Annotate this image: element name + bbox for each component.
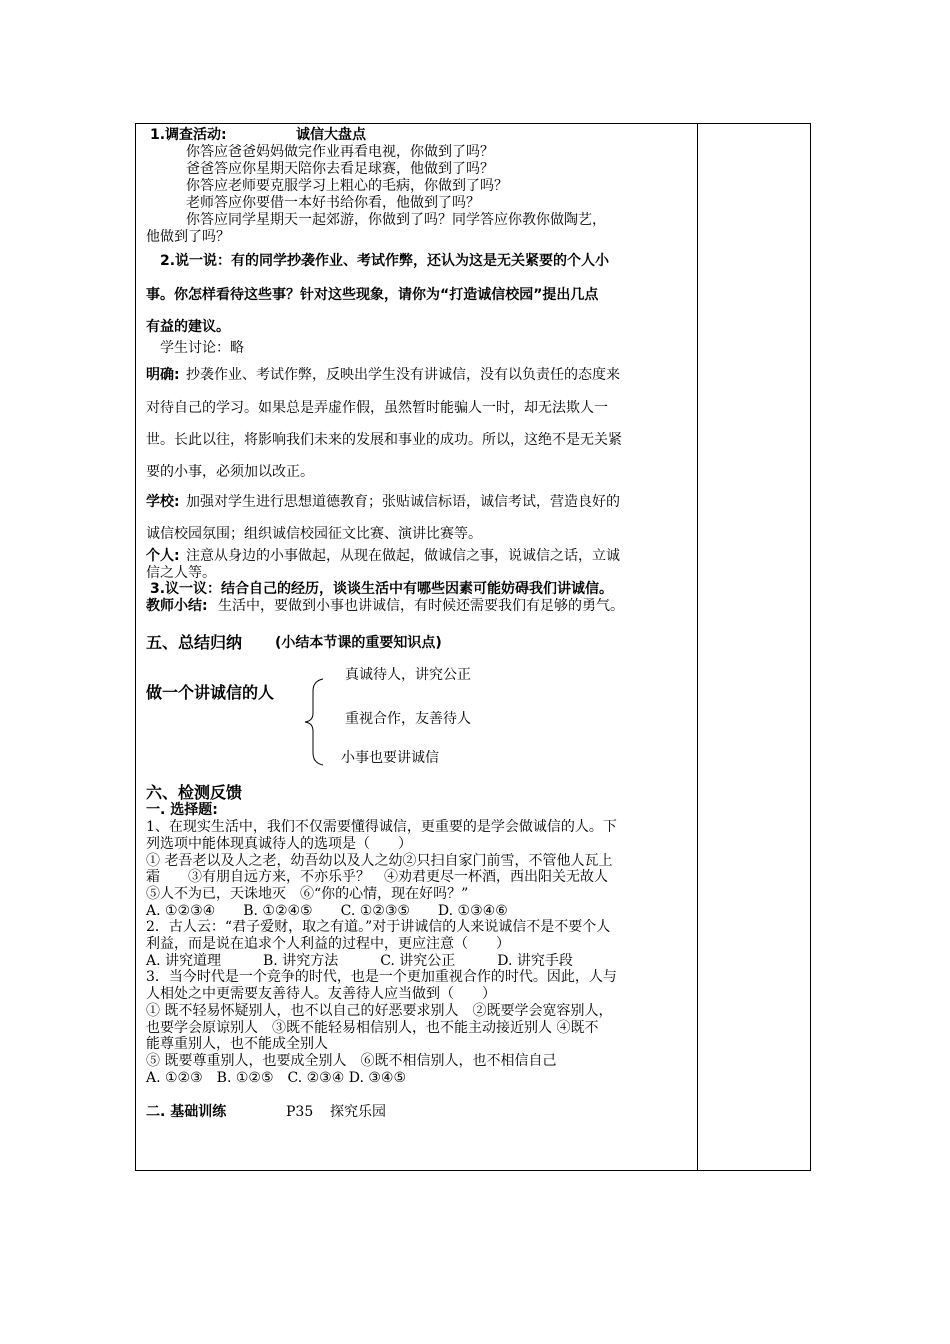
question-line: 你答应爸爸妈妈做完作业再看电视，你做到了吗？ xyxy=(186,144,494,160)
feedback-heading: 六、检测反馈 xyxy=(146,783,243,802)
curly-brace-icon xyxy=(301,677,331,767)
question-1-line: ⑤人不为已，天诛地灭 ⑥“你的心情，现在好吗？” xyxy=(146,886,469,902)
question-2-line: 2．古人云：“君子爱财，取之有道。”对于讲诚信的人来说诚信不是不要个人 xyxy=(146,919,611,935)
question-line: 你答应老师要克服学习上粗心的毛病，你做到了吗？ xyxy=(186,178,508,194)
activity-2-line: 事。你怎样看待这些事？针对这些现象，请你为“打造诚信校园”提出几点 xyxy=(146,287,599,303)
summary-item: 小事也要讲诚信 xyxy=(341,750,439,766)
question-line: 他做到了吗？ xyxy=(146,229,230,245)
question-line: 老师答应你要借一本好书给你看，他做到了吗？ xyxy=(186,195,480,211)
question-line: 你答应同学星期天一起郊游，你做到了吗？同学答应你教你做陶艺， xyxy=(186,212,606,228)
question-1-options: A. ①②③④ B. ①②④⑤ C. ①②③⑤ D. ①③④⑥ xyxy=(146,903,508,919)
activity-1-title: 诚信大盘点 xyxy=(296,127,366,143)
activity-2-line: 有益的建议。 xyxy=(146,319,230,335)
activity-1-label: 1.调查活动: xyxy=(150,127,227,143)
question-1-line: 1、在现实生活中，我们不仅需要懂得诚信，更重要的是学会做诚信的人。下 xyxy=(146,819,617,835)
question-3-options: A. ①②③ B. ①②⑤ C. ②③④ D. ③④⑤ xyxy=(146,1070,406,1086)
school-text: 诚信校园氛围；组织诚信校园征文比赛、演讲比赛等。 xyxy=(146,526,482,542)
question-3-line: 也要学会原谅别人 ③既不能轻易相信别人，也不能主动接近别人 ④既不 xyxy=(146,1020,599,1036)
personal-text: 信之人等。 xyxy=(146,565,216,581)
clarify-label: 明确: xyxy=(146,367,180,383)
part-2-text: 探究乐园 xyxy=(330,1104,386,1120)
question-3-line: 能尊重别人，也不能成全别人 xyxy=(146,1036,328,1052)
school-label: 学校: xyxy=(146,494,180,510)
summary-subheading: (小结本节课的重要知识点) xyxy=(275,635,442,651)
clarify-text: 抄袭作业、考试作弊，反映出学生没有讲诚信，没有以负责任的态度来 xyxy=(186,367,620,383)
question-3-line: ⑤ 既要尊重别人，也要成全别人 ⑥既不相信别人，也不相信自己 xyxy=(146,1053,557,1069)
clarify-text: 世。长此以往，将影响我们未来的发展和事业的成功。所以，这绝不是无关紧 xyxy=(146,432,622,448)
question-1-line: 列选项中能体现真诚待人的选项是（ ） xyxy=(146,836,412,852)
question-3-line: 3．当今时代是一个竞争的时代，也是一个更加重视合作的时代。因此，人与 xyxy=(146,969,617,985)
question-3-line: ① 既不轻易怀疑别人，也不以自己的好恶要求别人 ②既要学会宽容别人， xyxy=(146,1003,613,1019)
question-1-line: ① 老吾老以及人之老，幼吾幼以及人之幼②只扫自家门前雪，不管他人瓦上 xyxy=(146,853,613,869)
question-1-line: 霜 ③有朋自远方来，不亦乐乎？ ④劝君更尽一杯酒，西出阳关无故人 xyxy=(146,869,608,885)
question-2-options: A. 讲究道理 B. 讲究方法 C. 讲究公正 D. 讲究手段 xyxy=(146,953,573,969)
question-line: 爸爸答应你星期天陪你去看足球赛，他做到了吗？ xyxy=(186,161,494,177)
clarify-text: 对待自己的学习。如果总是弄虚作假，虽然暂时能骗人一时，却无法欺人一 xyxy=(146,400,608,416)
question-2-line: 利益，而是说在追求个人利益的过程中，更应注意（ ） xyxy=(146,936,510,952)
teacher-summary-label: 教师小结: xyxy=(146,598,208,614)
discussion-note: 学生讨论：略 xyxy=(160,340,244,356)
question-3-line: 人相处之中更需要友善待人。友善待人应当做到（ ） xyxy=(146,986,496,1002)
summary-center: 做一个讲诚信的人 xyxy=(146,683,275,702)
part-1-heading: 一. 选择题: xyxy=(146,802,218,818)
part-2-heading: 二. 基础训练 xyxy=(146,1104,227,1120)
summary-heading: 五、总结归纳 xyxy=(146,633,243,652)
personal-text: 注意从身边的小事做起，从现在做起，做诚信之事，说诚信之话，立诚 xyxy=(186,548,620,564)
part-2-page: P35 xyxy=(286,1104,314,1120)
personal-label: 个人: xyxy=(146,548,180,564)
teacher-summary-text: 生活中，要做到小事也讲诚信，有时候还需要我们有足够的勇气。 xyxy=(218,598,624,614)
activity-2-line: 2.说一说：有的同学抄袭作业、考试作弊，还认为这是无关紧要的个人小 xyxy=(160,253,610,269)
clarify-text: 要的小事，必须加以改正。 xyxy=(146,464,314,480)
summary-item: 真诚待人，讲究公正 xyxy=(345,667,471,683)
column-divider xyxy=(697,123,698,1171)
summary-item: 重视合作，友善待人 xyxy=(345,711,471,727)
activity-3-line: 3.议一议：结合自己的经历，谈谈生活中有哪些因素可能妨碍我们讲诚信。 xyxy=(150,581,614,597)
school-text: 加强对学生进行思想道德教育；张贴诚信标语，诚信考试，营造良好的 xyxy=(186,494,620,510)
